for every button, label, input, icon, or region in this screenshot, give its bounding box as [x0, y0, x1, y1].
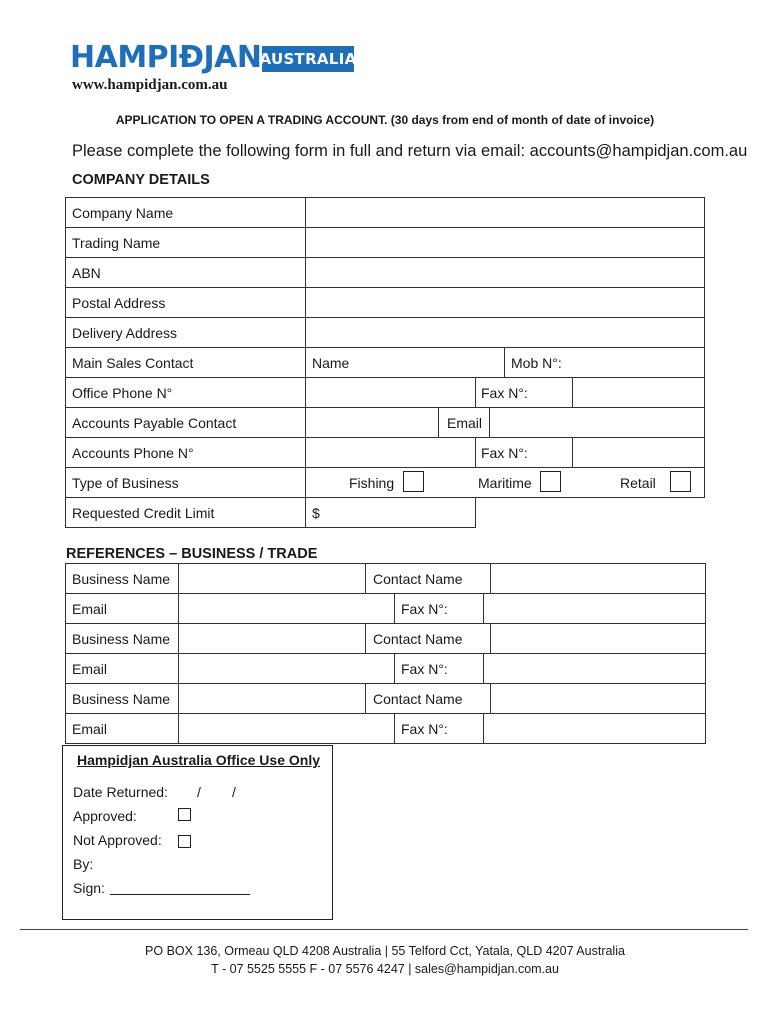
- not-approved-label: Not Approved:: [73, 832, 162, 848]
- accounts-fax-field[interactable]: [572, 437, 705, 468]
- fishing-label: Fishing: [349, 475, 395, 491]
- by-label: By:: [73, 856, 94, 872]
- ref2-fax-label: Fax N°:: [401, 661, 448, 677]
- mobile-number-label: Mob N°:: [511, 355, 562, 371]
- contact-name-label: Name: [312, 355, 350, 371]
- trading-name-label: Trading Name: [72, 235, 161, 251]
- ref2-contact-name-field[interactable]: [490, 623, 706, 654]
- ref3-business-name-label: Business Name: [72, 691, 171, 707]
- credit-limit-field[interactable]: [305, 497, 476, 528]
- date-slash-1: /: [197, 784, 201, 800]
- ref3-contact-name-field[interactable]: [490, 683, 706, 714]
- references-heading: REFERENCES – BUSINESS / TRADE: [66, 546, 318, 562]
- footer-divider: [20, 929, 748, 930]
- ref2-business-name-label: Business Name: [72, 631, 171, 647]
- office-use-title: Hampidjan Australia Office Use Only: [77, 752, 320, 768]
- main-sales-contact-label: Main Sales Contact: [72, 355, 194, 371]
- ref1-email-label: Email: [72, 601, 108, 617]
- delivery-address-label: Delivery Address: [72, 325, 178, 341]
- postal-address-label: Postal Address: [72, 295, 166, 311]
- company-details-heading: COMPANY DETAILS: [72, 172, 210, 188]
- abn-label: ABN: [72, 265, 101, 281]
- ref1-fax-label: Fax N°:: [401, 601, 448, 617]
- application-title: APPLICATION TO OPEN A TRADING ACCOUNT. (30 days from end of month of date of invoice): [115, 113, 655, 127]
- credit-limit-label: Requested Credit Limit: [72, 505, 215, 521]
- retail-checkbox[interactable]: [670, 471, 691, 492]
- ref1-fax-field[interactable]: [483, 593, 706, 624]
- approved-label: Approved:: [73, 808, 137, 824]
- abn-label-cell: [65, 257, 306, 288]
- ref1-contact-name-label: Contact Name: [373, 571, 463, 587]
- accounts-payable-field[interactable]: [305, 407, 439, 438]
- office-use-box: [62, 745, 333, 920]
- ref3-fax-label: Fax N°:: [401, 721, 448, 737]
- delivery-address-field[interactable]: [305, 317, 705, 348]
- ref3-business-name-field[interactable]: [178, 683, 366, 714]
- website-link[interactable]: www.hampidjan.com.au: [72, 77, 228, 93]
- office-phone-field[interactable]: [305, 377, 476, 408]
- company-name-label: Company Name: [72, 205, 174, 221]
- company-logo: HAMPIÐJAN: [70, 39, 262, 75]
- sign-label: Sign:: [73, 880, 105, 896]
- ref1-contact-name-field[interactable]: [490, 563, 706, 594]
- office-fax-field[interactable]: [572, 377, 705, 408]
- accounts-fax-label: Fax N°:: [481, 445, 528, 461]
- accounts-email-field[interactable]: [489, 407, 705, 438]
- office-phone-label: Office Phone N°: [72, 385, 173, 401]
- fishing-checkbox[interactable]: [403, 471, 424, 492]
- ref2-business-name-field[interactable]: [178, 623, 366, 654]
- date-slash-2: /: [232, 784, 236, 800]
- footer-contact: T - 07 5525 5555 F - 07 5576 4247 | sales@hampidjan.com.au: [211, 962, 559, 976]
- ref2-fax-field[interactable]: [483, 653, 706, 684]
- ref1-business-name-field[interactable]: [178, 563, 366, 594]
- accounts-phone-field[interactable]: [305, 437, 476, 468]
- type-of-business-label: Type of Business: [72, 475, 179, 491]
- accounts-phone-label: Accounts Phone N°: [72, 445, 194, 461]
- dollar-sign: $: [312, 505, 320, 521]
- maritime-label: Maritime: [478, 475, 532, 491]
- ref1-email-field[interactable]: [178, 593, 395, 624]
- accounts-email-label: Email: [447, 415, 483, 431]
- abn-field[interactable]: [305, 257, 705, 288]
- date-returned-label: Date Returned:: [73, 784, 168, 800]
- divider: [504, 347, 505, 377]
- ref2-email-field[interactable]: [178, 653, 395, 684]
- ref2-email-label: Email: [72, 661, 108, 677]
- trading-name-field[interactable]: [305, 227, 705, 258]
- footer-address: PO BOX 136, Ormeau QLD 4208 Australia | 55 Telford Cct, Yatala, QLD 4207 Australia: [145, 944, 625, 958]
- main-sales-contact-field[interactable]: [305, 347, 705, 378]
- company-name-field[interactable]: [305, 197, 705, 228]
- approved-checkbox[interactable]: [178, 808, 191, 821]
- ref3-contact-name-label: Contact Name: [373, 691, 463, 707]
- maritime-checkbox[interactable]: [540, 471, 561, 492]
- ref3-email-label: Email: [72, 721, 108, 737]
- logo-tag: AUSTRALIA: [262, 46, 354, 72]
- ref2-contact-name-label: Contact Name: [373, 631, 463, 647]
- retail-label: Retail: [620, 475, 656, 491]
- intro-text: Please complete the following form in full and return via email: accounts@hampidjan.com.au: [72, 142, 748, 160]
- office-fax-label: Fax N°:: [481, 385, 528, 401]
- not-approved-checkbox[interactable]: [178, 835, 191, 848]
- signature-line[interactable]: [110, 894, 250, 895]
- postal-address-field[interactable]: [305, 287, 705, 318]
- ref3-email-field[interactable]: [178, 713, 395, 744]
- ref1-business-name-label: Business Name: [72, 571, 171, 587]
- ref3-fax-field[interactable]: [483, 713, 706, 744]
- accounts-payable-label: Accounts Payable Contact: [72, 415, 237, 431]
